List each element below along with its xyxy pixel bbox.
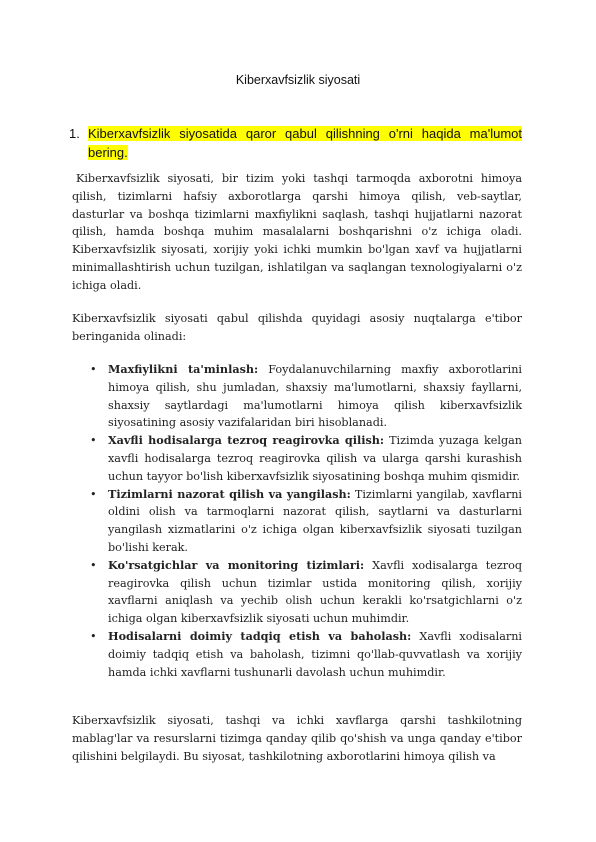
list-item-text: Xavfli xodisalarga tezroq reagirovka qilish uchun tizimlar ustida monitoring qilish, xorijiy xavflarni aniqlash va yechib olish uchun kerakli ko'rsatgichlarni o'z ichiga olgan kiberxavfsizlik siyosati uchun muhimdir. bbox=[108, 558, 522, 626]
list-item-heading: Hodisalarni doimiy tadqiq etish va baholash: bbox=[108, 628, 412, 643]
bullet-list bbox=[90, 361, 522, 681]
bullet-marker: • bbox=[90, 487, 97, 501]
bullet-marker: • bbox=[90, 434, 97, 448]
bullet-marker: • bbox=[90, 629, 97, 643]
document-title: Kiberxavfsizlik siyosati bbox=[235, 73, 361, 87]
list-item bbox=[90, 361, 522, 432]
list-item bbox=[90, 432, 522, 485]
list-item-text: Foydalanuvchilarning maxfiy axborotlarini himoya qilish, shu jumladan, shaxsiy ma'lumotlarni, shaxsiy fayllarni, shaxsiy saytlardagi ma'lumotlarni himoya qilish kiberxavfsizlik siyosatining asosiy vazifalaridan biri hisoblanadi. bbox=[108, 363, 523, 430]
bullet-marker: • bbox=[90, 558, 97, 572]
paragraph-lead: Kiberxavfsizlik siyosati qabul qilishda quyidagi asosiy nuqtalarga e'tibor beringanida olinadi: bbox=[72, 312, 522, 343]
question-item bbox=[69, 124, 522, 162]
bullet-marker: • bbox=[90, 363, 97, 376]
list-item bbox=[90, 628, 522, 681]
list-item-text: Tizimda yuzaga kelgan xavfli hodisalarga tezroq reagirovka qilish va ularga qarshi kurashish uchun tayyor bo'lish kiberxavfsizlik siyosatining boshqa muhim qismidir. bbox=[108, 434, 522, 483]
list-item-heading: Tizimlarni nazorat qilish va yangilash: bbox=[108, 486, 351, 501]
question-number: 1. bbox=[69, 126, 80, 141]
list-item-text: Tizimlarni yangilab, xavflarni oldini olish va tarmoqlarni nazorat qilish, saytlarni va dasturlarni yangilash xizmatlarini o'z ichiga olgan kiberxavfsizlik siyosati tuzilgan bo'lishi kerak. bbox=[108, 487, 522, 554]
list-item-text: Xavfli xodisalarni doimiy tadqiq etish va baholash, tizimni qo'llab-quvvatlash va xorijiy hamda ichki xavflarni tushunarli davolash uchun muhimdir. bbox=[108, 629, 523, 679]
list-item-heading: Maxfiylikni ta'minlash: bbox=[108, 362, 259, 376]
paragraph-closing: Kiberxavfsizlik siyosati, tashqi va ichki xavflarga qarshi tashkilotning mablag'lar va resurslarni tizimga qanday qilib qo'shish va unga qanday e'tibor qilishini belgilaydi. Bu siyosat, tashkilotning axborotlarini himoya qilish va bbox=[72, 714, 522, 763]
list-item bbox=[90, 557, 522, 628]
list-item bbox=[90, 486, 522, 557]
list-item-heading: Xavfli hodisalarga tezroq reagirovka qilish: bbox=[108, 433, 385, 448]
question-text-highlighted: Kiberxavfsizlik siyosatida qaror qabul qilishning o'rni haqida ma'lumot bering. bbox=[88, 126, 522, 160]
paragraph-intro: Kiberxavfsizlik siyosati, bir tizim yoki tashqi tarmoqda axborotni himoya qilish, tizimlarni hafsiy axborotlarga qarshi himoya qilish, veb-saytlar, dasturlar va boshqa tizimlarni maxfiylikni saqlash, tashqi hujjatlarni nazorat qilish, hamda boshqa muhim masalalarni boshqarishni o'z ichiga oladi. Kiberxavfsizlik siyosati, xorijiy yoki ichki mumkin bo'lgan xavf va hujjatlarni minimallashtirish uchun tuzilgan, ishlatilgan va saqlangan texnologiyalarni o'z ichiga oladi. bbox=[72, 172, 522, 292]
list-item-heading: Ko'rsatgichlar va monitoring tizimlari: bbox=[108, 557, 365, 572]
